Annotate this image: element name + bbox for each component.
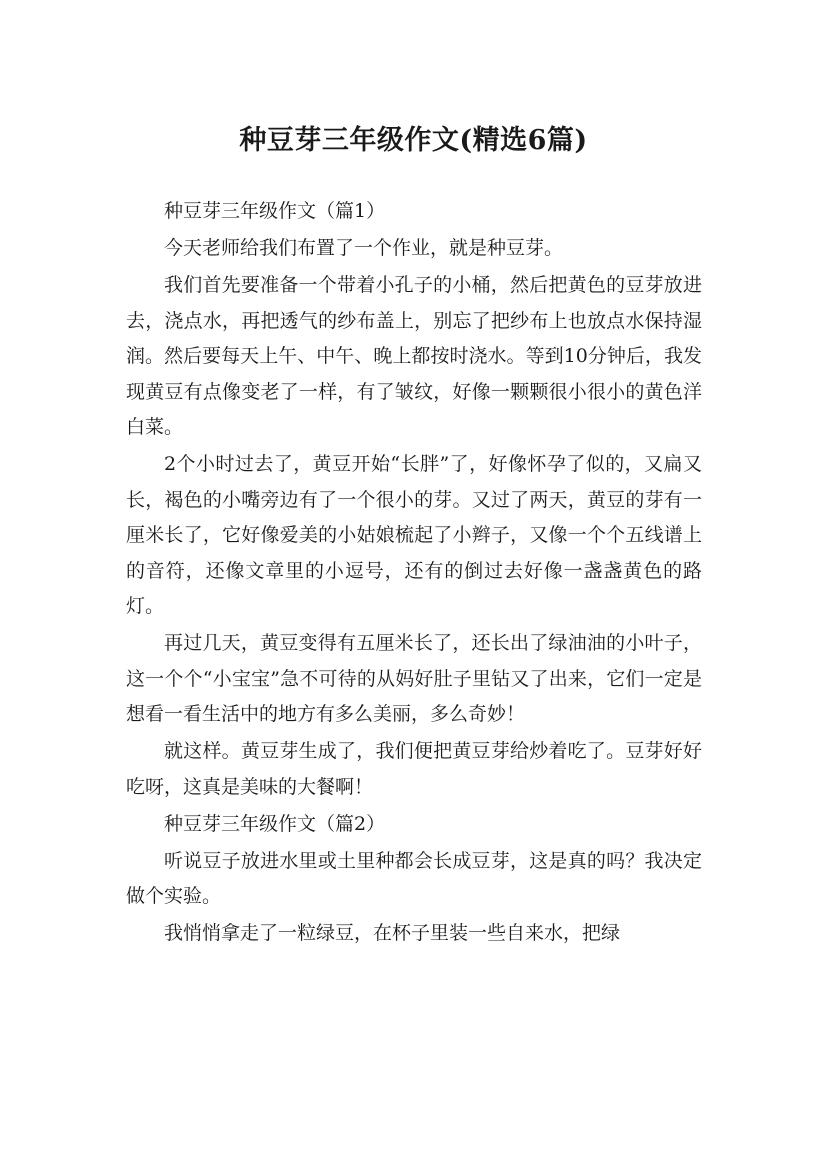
document-body: [126, 194, 702, 953]
section-heading-1: 种豆芽三年级作文（篇1）: [164, 200, 386, 222]
section-heading-2: 种豆芽三年级作文（篇2）: [164, 812, 386, 835]
paragraph: 2个小时过去了，黄豆开始“长胖”了，好像怀孕了似的，又扁又长，褐色的小嘴旁边有了一个很小的芽。又过了两天，黄豆的芽有一厘米长了，它好像爱美的小姑娘梳起了小辫子，又像一个个五线谱上的音符，还像文章里的小逗号，还有的倒过去好像一盏盏黄色的路灯。: [126, 453, 702, 617]
paragraph: 我们首先要准备一个带着小孔子的小桶，然后把黄色的豆芽放进去，浇点水，再把透气的纱布盖上，别忘了把纱布上也放点水保持湿润。然后要每天上午、中午、晚上都按时浇水。等到10分钟后，我发现黄豆有点像变老了一样，有了皱纹，好像一颗颗很小很小的黄色洋白菜。: [126, 274, 702, 438]
paragraph: 听说豆子放进水里或土里种都会长成豆芽，这是真的吗？我决定做个实验。: [126, 849, 702, 907]
document-title: 种豆芽三年级作文(精选6篇): [239, 125, 588, 157]
paragraph: 今天老师给我们布置了一个作业，就是种豆芽。: [164, 237, 564, 259]
paragraph: 就这样。黄豆芽生成了，我们便把黄豆芽给炒着吃了。豆芽好好吃呀，这真是美味的大餐啊！: [126, 740, 702, 798]
paragraph: 我悄悄拿走了一粒绿豆，在杯子里装一些自来水，把绿: [164, 922, 621, 944]
paragraph: 再过几天，黄豆变得有五厘米长了，还长出了绿油油的小叶子，这一个个“小宝宝”急不可待的从妈好肚子里钻又了出来，它们一定是想看一看生活中的地方有多么美丽，多么奇妙！: [126, 632, 702, 725]
